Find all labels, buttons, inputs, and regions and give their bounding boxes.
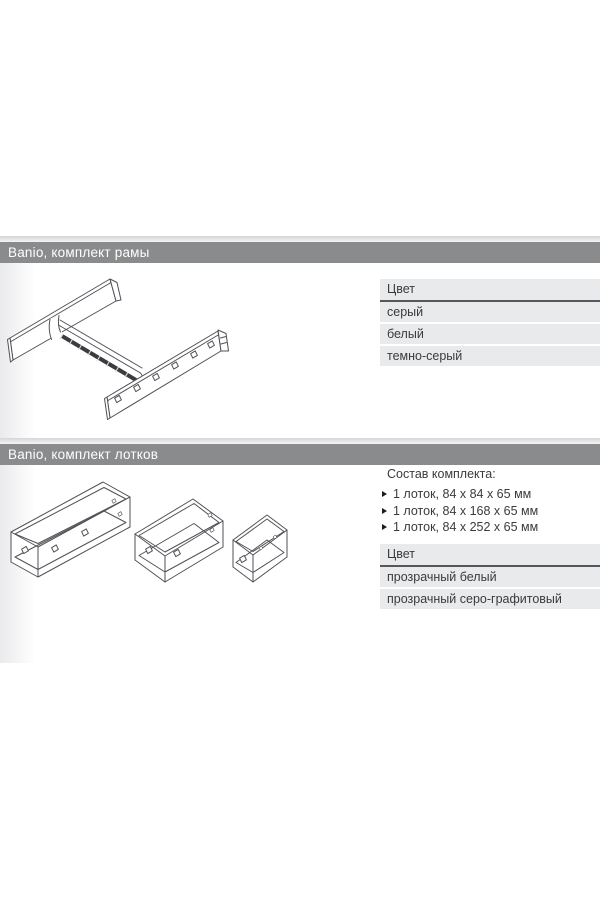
frame-color-option: темно-серый (380, 346, 600, 366)
trays-color-table (380, 544, 600, 609)
kit-item (380, 486, 600, 503)
kit-item-label: 1 лоток, 84 x 252 x 65 мм (393, 520, 539, 535)
trays-technical-drawing (8, 480, 308, 590)
section-header-trays: Banio, комплект лотков (0, 444, 600, 465)
trays-color-table-header: Цвет (380, 544, 600, 567)
frame-color-table-header: Цвет (380, 279, 600, 302)
kit-contents-block (380, 467, 600, 536)
frame-technical-drawing (5, 267, 355, 427)
tray-color-option: прозрачный белый (380, 567, 600, 587)
kit-item-label: 1 лоток, 84 x 84 x 65 мм (393, 487, 532, 502)
section-header-frame: Banio, комплект рамы (0, 242, 600, 263)
bullet-triangle-icon (382, 524, 387, 530)
bullet-triangle-icon (382, 508, 387, 514)
kit-item (380, 503, 600, 520)
frame-color-option: серый (380, 302, 600, 322)
frame-color-option: белый (380, 324, 600, 344)
kit-item (380, 519, 600, 536)
tray-color-option: прозрачный серо-графитовый (380, 589, 600, 609)
kit-contents-title: Состав комплекта: (387, 467, 496, 481)
frame-color-table (380, 279, 600, 366)
bullet-triangle-icon (382, 491, 387, 497)
kit-item-label: 1 лоток, 84 x 168 x 65 мм (393, 503, 539, 518)
